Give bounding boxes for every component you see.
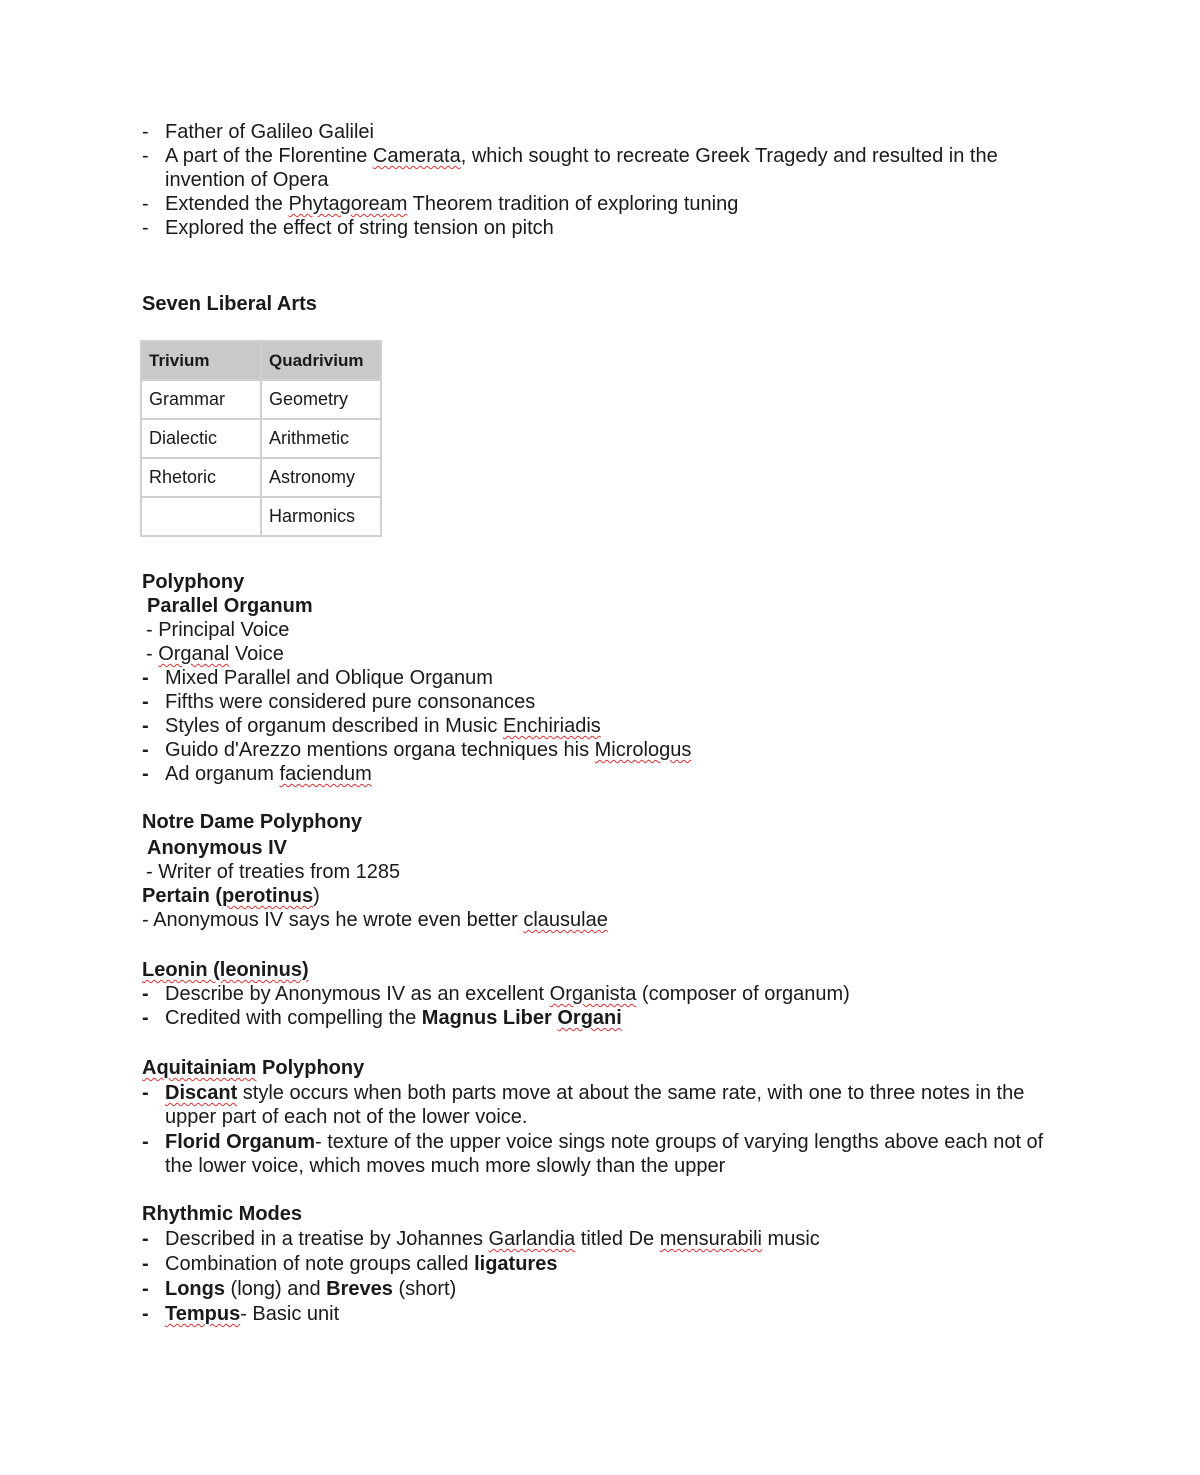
list-item: - Father of Galileo Galilei	[142, 120, 1102, 144]
table-header-row	[141, 341, 381, 380]
intro-list	[142, 120, 1102, 240]
list-item: - A part of the Florentine Camerata, which sought to recreate Greek Tragedy and resulted in the invention of Opera	[142, 144, 1055, 192]
section-heading-polyphony: Polyphony	[142, 571, 245, 593]
table-cell: Grammar	[141, 380, 261, 419]
rhythmic-modes-section	[142, 1202, 1102, 1327]
list-item: - Described in a treatise by Johannes Garlandia titled De mensurabili music	[142, 1227, 1102, 1252]
notre-dame-section	[142, 810, 1102, 932]
table-cell	[141, 497, 261, 536]
list-item: - Discant style occurs when both parts move at about the same rate, with one to three notes in the upper part of each not of the lower voice.	[142, 1081, 1057, 1129]
section-heading-notre-dame: Notre Dame Polyphony	[142, 811, 363, 833]
list-item: - Organal Voice	[146, 643, 284, 665]
list-item: - Guido d'Arezzo mentions organa techniques his Micrologus	[142, 738, 1102, 762]
list-item: - Anonymous IV says he wrote even better clausulae	[142, 909, 608, 931]
table-row	[141, 380, 381, 419]
aquitainiam-section	[142, 1056, 1057, 1178]
section-heading-liberal-arts: Seven Liberal Arts	[142, 293, 317, 315]
column-header-trivium: Trivium	[141, 341, 261, 380]
list-item: - Writer of treaties from 1285	[146, 861, 401, 883]
list-item: - Tempus- Basic unit	[142, 1302, 1102, 1327]
column-header-quadrivium: Quadrivium	[261, 341, 381, 380]
list-item: - Fifths were considered pure consonances	[142, 690, 1102, 714]
list-item: - Credited with compelling the Magnus Liber Organi	[142, 1006, 1102, 1030]
list-item: - Describe by Anonymous IV as an excellent Organista (composer of organum)	[142, 982, 1102, 1006]
table-row	[141, 458, 381, 497]
table-cell: Dialectic	[141, 419, 261, 458]
list-item: - Combination of note groups called ligatures	[142, 1252, 1102, 1277]
list-item: - Ad organum faciendum	[142, 762, 1102, 786]
section-heading-leonin: Leonin (leoninus)	[142, 959, 309, 981]
table-row	[141, 419, 381, 458]
table-cell: Astronomy	[261, 458, 381, 497]
list-item: - Florid Organum- texture of the upper voice sings note groups of varying lengths above each not of the lower voice, which moves much more slowly than the upper	[142, 1130, 1057, 1178]
list-item: - Explored the effect of string tension on pitch	[142, 216, 1102, 240]
list-item: - Extended the Phytagoream Theorem tradition of exploring tuning	[142, 192, 1102, 216]
section-heading-rhythmic-modes: Rhythmic Modes	[142, 1203, 303, 1225]
subheading-pertain: Pertain (perotinus)	[142, 885, 320, 907]
table-cell: Rhetoric	[141, 458, 261, 497]
list-item: - Longs (long) and Breves (short)	[142, 1277, 1102, 1302]
table-row	[141, 497, 381, 536]
subheading-parallel-organum: Parallel Organum	[147, 595, 313, 617]
subheading-anonymous-iv: Anonymous IV	[147, 837, 288, 859]
liberal-arts-table	[140, 340, 382, 537]
list-item: - Styles of organum described in Music Enchiriadis	[142, 714, 1102, 738]
list-item: - Principal Voice	[146, 619, 290, 641]
list-item: - Mixed Parallel and Oblique Organum	[142, 666, 1102, 690]
table-cell: Geometry	[261, 380, 381, 419]
table-cell: Harmonics	[261, 497, 381, 536]
table-cell: Arithmetic	[261, 419, 381, 458]
polyphony-section	[142, 570, 1102, 786]
leonin-section	[142, 958, 1102, 1030]
section-heading-aquitainiam: Aquitainiam Polyphony	[142, 1057, 365, 1079]
